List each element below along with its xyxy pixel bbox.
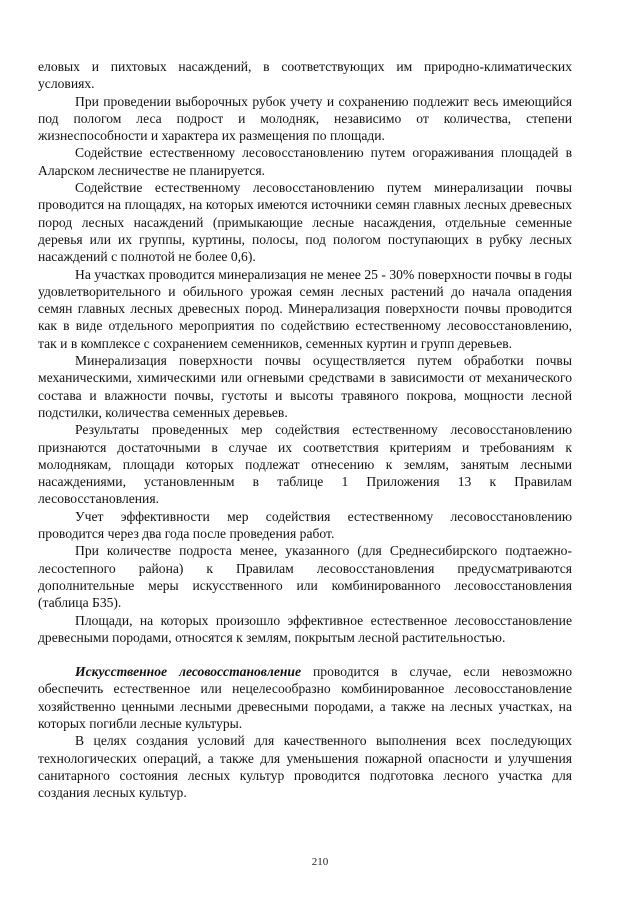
- paragraph: еловых и пихтовых насаждений, в соответствующих им природно-климатических условиях.: [38, 59, 572, 92]
- section-paragraph: [38, 663, 572, 732]
- paragraph: Площади, на которых произошло эффективное естественное лесовосстановление древесными породами, относятся к землям, покрытым лесной растительностью.: [38, 612, 572, 645]
- paragraph: Содействие естественному лесовосстановлению путем минерализации почвы проводится на площадях, на которых имеются источники семян главных лесных древесных пород лесных насаждений (примыкающие лесные насаждения, отдельные семенные деревья или их группы, куртины, полосы, под пологом поступающих в рубку лесных насаждений с полнотой не более 0,6).: [38, 180, 572, 265]
- page-number: 210: [311, 856, 329, 868]
- paragraph: При проведении выборочных рубок учету и сохранению подлежит весь имеющийся под пологом леса подрост и молодняк, независимо от количества, степени жизнеспособности и характера их размещения по площади.: [38, 93, 572, 144]
- paragraph: В целях создания условий для качественного выполнения всех последующих технологических операций, а также для уменьшения пожарной опасности и улучшения санитарного состояния лесных культур проводится подготовка лесного участка для создания лесных культур.: [38, 733, 572, 801]
- paragraph: Результаты проведенных мер содействия естественному лесовосстановлению признаются достаточными в случае их соответствия критериям и требованиям к молоднякам, площади которых подлежат отнесению к землям, занятым лесными насаждениями, установленным в таблице 1 Приложения 13 к Правилам лесовосстановления.: [38, 422, 572, 507]
- paragraph: Содействие естественному лесовосстановлению путем огораживания площадей в Аларском лесничестве не планируется.: [38, 145, 572, 178]
- paragraph: Минерализация поверхности почвы осуществляется путем обработки почвы механическими, химическими или огневыми средствами в зависимости от механического состава и влажности почвы, густоты и высоты травяного покрова, мощности лесной подстилки, количества семенных деревьев.: [38, 353, 572, 420]
- document-body: [38, 58, 572, 801]
- paragraph: Учет эффективности мер содействия естественному лесовосстановлению проводится через два года после проведения работ.: [38, 508, 572, 542]
- paragraph: На участках проводится минерализация не менее 25 - 30% поверхности почвы в годы удовлетворительного и обильного урожая семян лесных растений до начала опадения семян главных лесных древесных пород. Минерализация поверхности почвы проводится как в виде отдельного мероприятия по содействию естественному лесовосстановлению, так и в комплексе с сохранением семенников, семенных куртин и групп деревьев.: [38, 266, 572, 351]
- section-heading-bold: Искусственное лесовосстановление: [75, 664, 302, 680]
- section-paragraph-text: проводится в случае, если невозможно обеспечить естественное или нецелесообразно комбинированное лесовосстановление хозяйственно ценными лесными древесными породами, а также на лесных участках, на которых погибли лесные культуры.: [38, 664, 572, 731]
- paragraph: При количестве подроста менее, указанного (для Среднесибирского подтаежно-лесостепного района) к Правилам лесовосстановления предусматриваются дополнительные меры искусственного или комбинированного лесовосстановления (таблица Б35).: [38, 543, 572, 611]
